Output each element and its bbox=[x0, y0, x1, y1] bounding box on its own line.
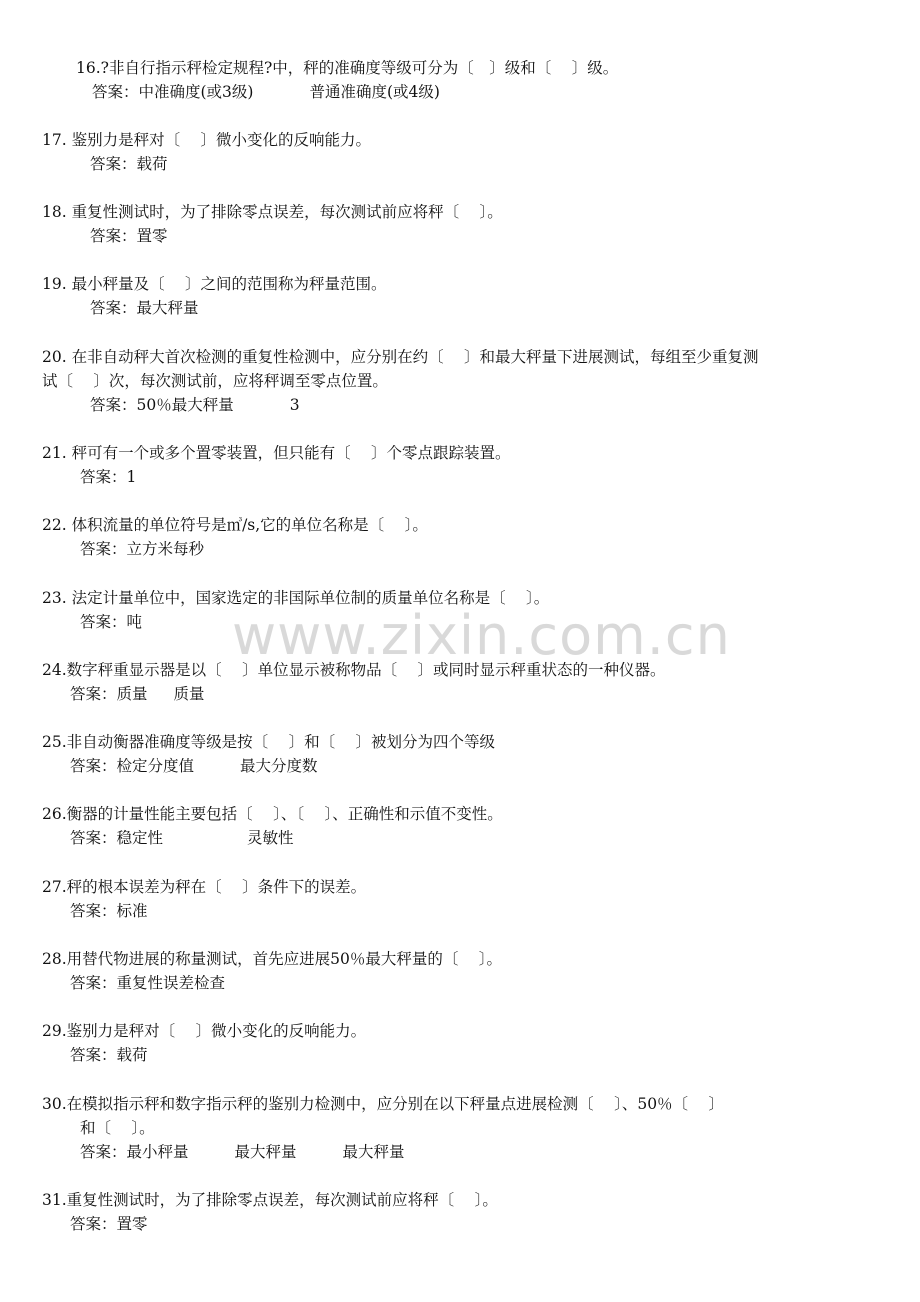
answer-24-part-2: 质量 bbox=[173, 685, 205, 703]
answer-22 bbox=[80, 537, 204, 561]
answer-24-part-1: 答案：质量 bbox=[70, 685, 148, 703]
question-19: 19. 最小秤量及〔 〕之间的范围称为秤量范围。 bbox=[42, 275, 387, 293]
answer-28-part-1: 答案：重复性误差检查 bbox=[70, 974, 226, 992]
answer-31-part-1: 答案：置零 bbox=[70, 1215, 148, 1233]
question-28: 28.用替代物进展的称量测试，首先应进展50％最大秤量的〔 〕。 bbox=[42, 950, 503, 968]
question-23: 23. 法定计量单位中，国家选定的非国际单位制的质量单位名称是〔 〕。 bbox=[42, 589, 550, 607]
question-27: 27.秤的根本误差为秤在〔 〕条件下的误差。 bbox=[42, 878, 367, 896]
answer-27-part-1: 答案：标准 bbox=[70, 902, 148, 920]
question-29: 29.鉴别力是秤对〔 〕微小变化的反响能力。 bbox=[42, 1022, 367, 1040]
question-24: 24.数字秤重显示器是以〔 〕单位显示被称物品〔 〕或同时显示秤重状态的一种仪器。 bbox=[42, 661, 666, 679]
question-30-line-2: 和〔 〕。 bbox=[80, 1119, 155, 1137]
answer-22-part-1: 答案：立方米每秒 bbox=[80, 540, 205, 558]
answer-26-part-2: 灵敏性 bbox=[247, 829, 294, 847]
answer-20 bbox=[90, 393, 300, 417]
answer-16 bbox=[92, 80, 440, 104]
answer-23 bbox=[80, 610, 142, 634]
question-22: 22. 体积流量的单位符号是㎥/s,它的单位名称是〔 〕。 bbox=[42, 516, 428, 534]
answer-23-part-1: 答案：吨 bbox=[80, 613, 143, 631]
question-25: 25.非自动衡器准确度等级是按〔 〕和〔 〕被划分为四个等级 bbox=[42, 733, 496, 751]
question-16: 16.?非自行指示秤检定规程?中，秤的准确度等级可分为〔 〕级和〔 〕级。 bbox=[76, 59, 619, 77]
answer-30 bbox=[80, 1140, 405, 1164]
answer-26-part-1: 答案：稳定性 bbox=[70, 829, 164, 847]
answer-29-part-1: 答案：载荷 bbox=[70, 1046, 148, 1064]
answer-18-part-1: 答案：置零 bbox=[90, 227, 168, 245]
question-18: 18. 重复性测试时，为了排除零点误差，每次测试前应将秤〔 〕。 bbox=[42, 203, 503, 221]
answer-25 bbox=[70, 754, 318, 778]
answer-21-part-1: 答案：1 bbox=[80, 468, 137, 486]
answer-25-part-2: 最大分度数 bbox=[240, 757, 318, 775]
answer-20-part-1: 答案：50％最大秤量 bbox=[90, 396, 234, 414]
question-26: 26.衡器的计量性能主要包括〔 〕、〔 〕、正确性和示值不变性。 bbox=[42, 805, 503, 823]
answer-31 bbox=[70, 1212, 148, 1236]
answer-19 bbox=[90, 296, 199, 320]
question-31: 31.重复性测试时，为了排除零点误差，每次测试前应将秤〔 〕。 bbox=[42, 1191, 498, 1209]
answer-20-part-2: 3 bbox=[289, 396, 300, 414]
question-21: 21. 秤可有一个或多个置零装置，但只能有〔 〕个零点跟踪装置。 bbox=[42, 444, 511, 462]
answer-28 bbox=[70, 971, 225, 995]
answer-21 bbox=[80, 465, 136, 489]
question-17: 17. 鉴别力是秤对〔 〕微小变化的反响能力。 bbox=[42, 131, 372, 149]
answer-17 bbox=[90, 152, 168, 176]
answer-26 bbox=[70, 826, 294, 850]
question-20-line-2: 试〔 〕次，每次测试前，应将秤调至零点位置。 bbox=[42, 372, 388, 390]
answer-16-part-2: 普通准确度(或4级) bbox=[309, 83, 440, 101]
answer-27 bbox=[70, 899, 148, 923]
answer-16-part-1: 答案：中准确度(或3级) bbox=[92, 83, 254, 101]
answer-30-part-1: 答案：最小秤量 bbox=[80, 1143, 189, 1161]
answer-29 bbox=[70, 1043, 148, 1067]
watermark: www.zixin.com.cn bbox=[232, 604, 731, 667]
answer-24 bbox=[70, 682, 205, 706]
answer-19-part-1: 答案：最大秤量 bbox=[90, 299, 199, 317]
answer-18 bbox=[90, 224, 168, 248]
answer-30-part-2: 最大秤量 bbox=[234, 1143, 297, 1161]
question-30: 30.在模拟指示秤和数字指示秤的鉴别力检测中，应分别在以下秤量点进展检测〔 〕、50％〔 〕 bbox=[42, 1095, 724, 1113]
answer-30-part-3: 最大秤量 bbox=[342, 1143, 405, 1161]
answer-17-part-1: 答案：载荷 bbox=[90, 155, 168, 173]
question-20: 20. 在非自动秤大首次检测的重复性检测中，应分别在约〔 〕和最大秤量下进展测试，每组至少重复测 bbox=[42, 348, 759, 366]
answer-25-part-1: 答案：检定分度值 bbox=[70, 757, 195, 775]
